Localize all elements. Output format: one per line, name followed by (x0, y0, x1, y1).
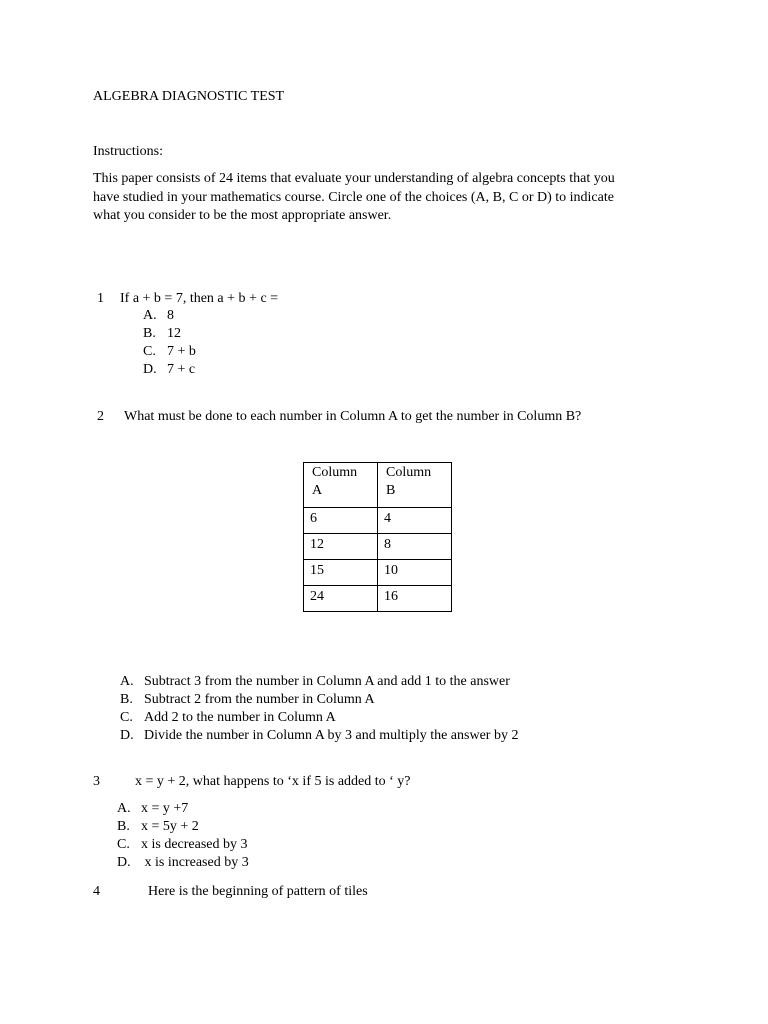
table-row (304, 508, 452, 534)
question-1-option-a[interactable] (143, 307, 174, 325)
question-3-option-d[interactable] (117, 854, 249, 872)
table-cell: 10 (378, 560, 452, 586)
table-cell: 15 (304, 560, 378, 586)
question-3-number: 3 (93, 774, 100, 789)
option-label: B. (143, 326, 156, 341)
option-label: A. (143, 308, 157, 323)
option-text: x is increased by 3 (141, 855, 249, 870)
option-label: B. (120, 692, 133, 707)
table-cell: 4 (378, 508, 452, 534)
option-text: Subtract 2 from the number in Column A (144, 692, 375, 707)
column-a-header: Column A (304, 463, 378, 508)
table-row (304, 534, 452, 560)
table-cell: 6 (304, 508, 378, 534)
table-cell: 24 (304, 586, 378, 612)
option-text: 12 (167, 326, 181, 341)
table-cell: 8 (378, 534, 452, 560)
instructions-line: what you consider to be the most appropriate answer. (93, 208, 392, 223)
column-table (303, 462, 452, 612)
question-2-text: What must be done to each number in Column A to get the number in Column B? (124, 409, 582, 424)
question-1-number: 1 (97, 291, 104, 306)
question-1-option-c[interactable] (143, 343, 196, 361)
table-row (304, 586, 452, 612)
question-1-option-b[interactable] (143, 325, 181, 343)
table-row (304, 560, 452, 586)
question-3-option-a[interactable] (117, 800, 188, 818)
option-text: 8 (167, 308, 174, 323)
question-1-text: If a + b = 7, then a + b + c = (120, 291, 279, 306)
test-title: ALGEBRA DIAGNOSTIC TEST (93, 89, 285, 104)
option-label: D. (120, 728, 134, 743)
option-label: C. (120, 710, 133, 725)
option-label: A. (117, 801, 131, 816)
option-label: D. (117, 855, 131, 870)
instructions-paragraph (93, 170, 683, 226)
question-2-option-d[interactable] (120, 727, 518, 745)
option-text: 7 + c (167, 362, 196, 377)
option-text: 7 + b (167, 344, 196, 359)
option-label: D. (143, 362, 157, 377)
question-1-option-d[interactable] (143, 361, 195, 379)
table-cell: 12 (304, 534, 378, 560)
instructions-line: have studied in your mathematics course. Circle one of the choices (A, B, C or D) to indicate (93, 189, 614, 205)
question-3-option-b[interactable] (117, 818, 199, 836)
question-4-number: 4 (93, 884, 100, 899)
question-2-option-c[interactable] (120, 709, 336, 727)
question-4-text: Here is the beginning of pattern of tiles (148, 884, 368, 899)
table-cell: 16 (378, 586, 452, 612)
option-label: B. (117, 819, 130, 834)
question-2-number: 2 (97, 409, 104, 424)
question-2-option-b[interactable] (120, 691, 375, 709)
question-2-option-a[interactable] (120, 673, 510, 691)
option-text: Subtract 3 from the number in Column A and add 1 to the answer (144, 674, 510, 689)
option-label: A. (120, 674, 134, 689)
question-3-option-c[interactable] (117, 836, 248, 854)
question-3-text: x = y + 2, what happens to ‘x if 5 is added to ‘ y? (135, 774, 411, 789)
option-text: Add 2 to the number in Column A (144, 710, 336, 725)
instructions-line: This paper consists of 24 items that evaluate your understanding of algebra concepts that you (93, 171, 615, 186)
instructions-heading: Instructions: (93, 144, 163, 159)
option-label: C. (143, 344, 156, 359)
option-text: x = 5y + 2 (141, 819, 199, 834)
option-label: C. (117, 837, 130, 852)
table-header-row (304, 463, 452, 508)
column-b-header: Column B (378, 463, 452, 508)
option-text: x is decreased by 3 (141, 837, 248, 852)
option-text: Divide the number in Column A by 3 and multiply the answer by 2 (144, 728, 519, 743)
option-text: x = y +7 (141, 801, 189, 816)
